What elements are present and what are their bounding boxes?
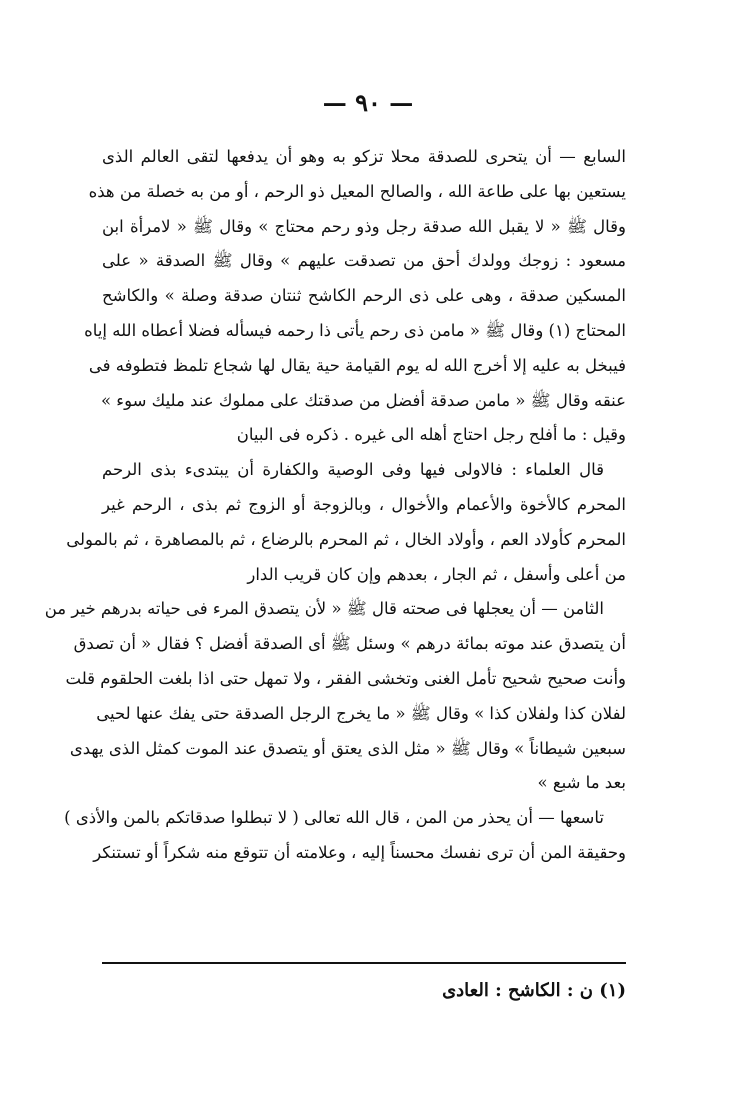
text-line: عنقه وقال ﷺ « مامن صدقة أفضل من صدقتك على مملوك عند مليك سوء »: [100, 390, 626, 410]
footnote-divider: [102, 962, 626, 964]
text-line: يستعين بها على طاعة الله ، والصالح المعيل ذو الرحم ، أو من به خصلة من هذه: [88, 181, 626, 201]
text-line: وحقيقة المن أن ترى نفسك محسناً إليه ، وعلامته أن تتوقع منه شكراً أو تستنكر: [93, 842, 626, 862]
text-line: المسكين صدقة ، وهى على ذى الرحم الكاشح ثنتان صدقة وصلة » والكاشح: [102, 286, 626, 306]
page-number: — ٩٠ —: [322, 88, 414, 117]
text-line: الثامن — أن يعجلها فى صحته قال ﷺ « لأن يتصدق المرء فى حياته بدرهم خير من: [44, 599, 604, 619]
text-line: وأنت صحيح شحيح تأمل الغنى وتخشى الفقر ، ولا تمهل حتى اذا بلغت الحلقوم قلت: [65, 668, 626, 688]
text-line: المحرم كأولاد العم ، وأولاد الخال ، ثم المحرم بالرضاع ، ثم بالمصاهرة ، ثم بالمولى: [66, 529, 626, 549]
text-line: مسعود : زوجك وولدك أحق من تصدقت عليهم » وقال ﷺ الصدقة « على: [102, 251, 626, 271]
text-line: وقيل : ما أفلح رجل احتاج أهله الى غيره . ذكره فى البيان: [236, 425, 626, 445]
text-line: فيبخل به عليه إلا أخرج الله له يوم القيامة حية يقال لها شجاع تلمظ فتطوفه فى: [88, 355, 626, 375]
text-line: المحتاج (١) وقال ﷺ « مامن ذى رحم يأتى ذا رحمه فيسأله فضلا أعطاه الله إياه: [84, 320, 626, 340]
text-line: تاسعها — أن يحذر من المن ، قال الله تعالى ( لا تبطلوا صدقاتكم بالمن والأذى ): [64, 808, 604, 828]
main-text: [44, 140, 626, 871]
text-line: بعد ما شبع »: [537, 773, 626, 793]
text-line: لفلان كذا ولفلان كذا » وقال ﷺ « ما يخرج الرجل الصدقة حتى يفك عنها لحيى: [96, 703, 626, 723]
footnote: (١) ن : الكاشح : العادى: [442, 980, 626, 1001]
text-line: قال العلماء : فالاولى فيها وفى الوصية والكفارة أن يبتدىء بذى الرحم: [102, 460, 604, 480]
text-line: المحرم كالأخوة والأعمام والأخوال ، وبالزوجة أو الزوج ثم بذى ، الرحم غير: [102, 494, 626, 514]
text-line: وقال ﷺ « لا يقبل الله صدقة رجل وذو رحم محتاج » وقال ﷺ « لامرأة ابن: [102, 216, 626, 236]
text-line: من أعلى وأسفل ، ثم الجار ، بعدهم وإن كان قريب الدار: [247, 564, 626, 584]
text-line: أن يتصدق عند موته بمائة درهم » وسئل ﷺ أى الصدقة أفضل ؟ فقال « أن تصدق: [73, 634, 626, 654]
text-line: السابع — أن يتحرى للصدقة محلا تزكو به وهو أن يدفعها لتقى العالم الذى: [102, 147, 626, 166]
text-line: سبعين شيطاناً » وقال ﷺ « مثل الذى يعتق أو يتصدق عند الموت كمثل الذى يهدى: [69, 738, 626, 758]
